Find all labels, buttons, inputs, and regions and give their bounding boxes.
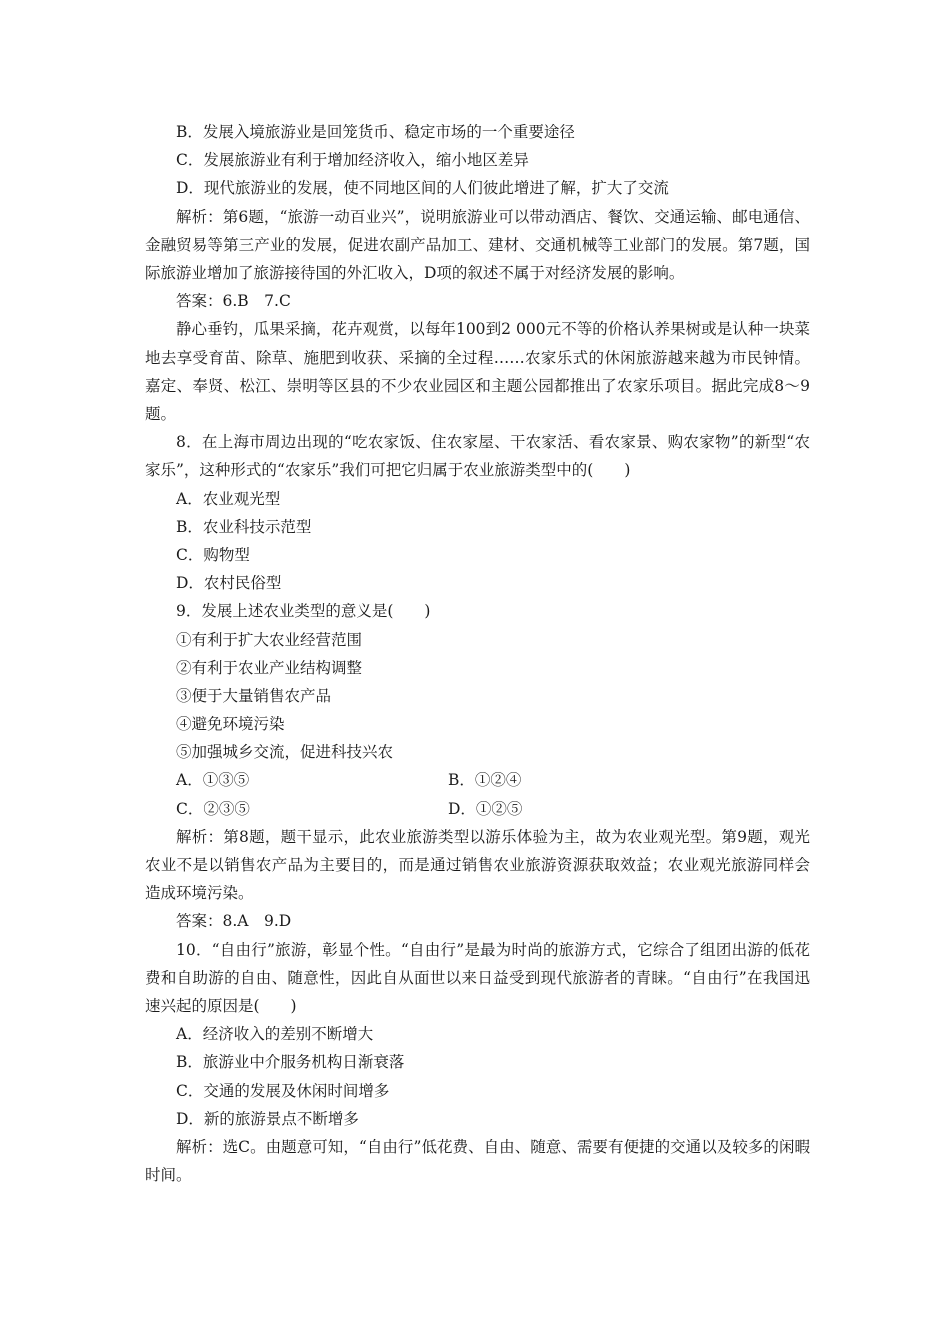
q10-option-b: B．旅游业中介服务机构日渐衰落 [176,1053,405,1072]
q9-option-d: D．①②⑤ [448,799,523,818]
analysis-10: 解析：选C。由题意可知，“自由行”低花费、自由、随意、需要有便捷的交通以及较多的闲暇时间。 [145,1137,810,1185]
q9-item-2: ②有利于农业产业结构调整 [176,658,363,677]
q8-option-a: A．农业观光型 [176,489,281,508]
q10-option-d: D．新的旅游景点不断增多 [176,1109,359,1128]
q8-option-d: D．农村民俗型 [176,574,282,593]
q8-option-b: B．农业科技示范型 [176,517,312,536]
q9-option-a: A．①③⑤ [176,771,250,790]
q10-option-c: C．交通的发展及休闲时间增多 [176,1081,390,1100]
q9-options-row-2 [145,795,810,823]
analysis-6-7: 解析：第6题，“旅游一动百业兴”，说明旅游业可以带动酒店、餐饮、交通运输、邮电通信、金融贸易等第三产业的发展，促进农副产品加工、建材、交通机械等工业部门的发展。第7题，国际旅游业增加了旅游接待国的外汇收入，D项的叙述不属于对经济发展的影响。 [145,207,810,282]
q9-options-row-1 [145,766,810,794]
answer-6-7: 答案：6.B 7.C [176,292,291,311]
analysis-8-9: 解析：第8题，题干显示，此农业旅游类型以游乐体验为主，故为农业观光型。第9题，观光农业不是以销售农产品为主要目的，而是通过销售农业旅游资源获取效益；农业观光旅游同样会造成环境污染。 [145,827,810,903]
answer-8-9: 答案：8.A 9.D [176,912,292,931]
document-page [145,118,810,1189]
q9-item-3: ③便于大量销售农产品 [176,686,332,705]
q7-option-d: D．现代旅游业的发展，使不同地区间的人们彼此增进了解，扩大了交流 [176,179,669,198]
passage-8-9: 静心垂钓，瓜果采摘，花卉观赏，以每年100到2 000元不等的价格认养果树或是认种一块菜地去享受育苗、除草、施肥到收获、采摘的全过程……农家乐式的休闲旅游越来越为市民钟情。嘉定、奉贤、松江、崇明等区县的不少农业园区和主题公园都推出了农家乐项目。据此完成8～9题。 [145,320,810,423]
q8-option-c: C．购物型 [176,545,250,564]
q9-stem: 9．发展上述农业类型的意义是( ) [176,602,431,621]
q10-stem: 10．“自由行”旅游，彰显个性。“自由行”是最为时尚的旅游方式，它综合了组团出游的低花费和自助游的自由、随意性，因此自从面世以来日益受到现代旅游者的青睐。“自由行”在我国迅速兴起的原因是( ) [145,940,810,1016]
q7-option-c: C．发展旅游业有利于增加经济收入，缩小地区差异 [176,151,529,170]
q9-option-b: B．①②④ [448,771,522,790]
q7-option-b: B．发展入境旅游业是回笼货币、稳定市场的一个重要途径 [176,123,575,141]
q9-option-c: C．②③⑤ [176,799,250,818]
q9-item-5: ⑤加强城乡交流，促进科技兴农 [176,743,394,762]
q9-item-4: ④避免环境污染 [176,715,285,734]
q9-item-1: ①有利于扩大农业经营范围 [176,630,363,649]
q10-option-a: A．经济收入的差别不断增大 [176,1025,374,1044]
q8-stem: 8．在上海市周边出现的“吃农家饭、住农家屋、干农家活、看农家景、购农家物”的新型“农家乐”，这种形式的“农家乐”我们可把它归属于农业旅游类型中的( ) [145,433,810,480]
